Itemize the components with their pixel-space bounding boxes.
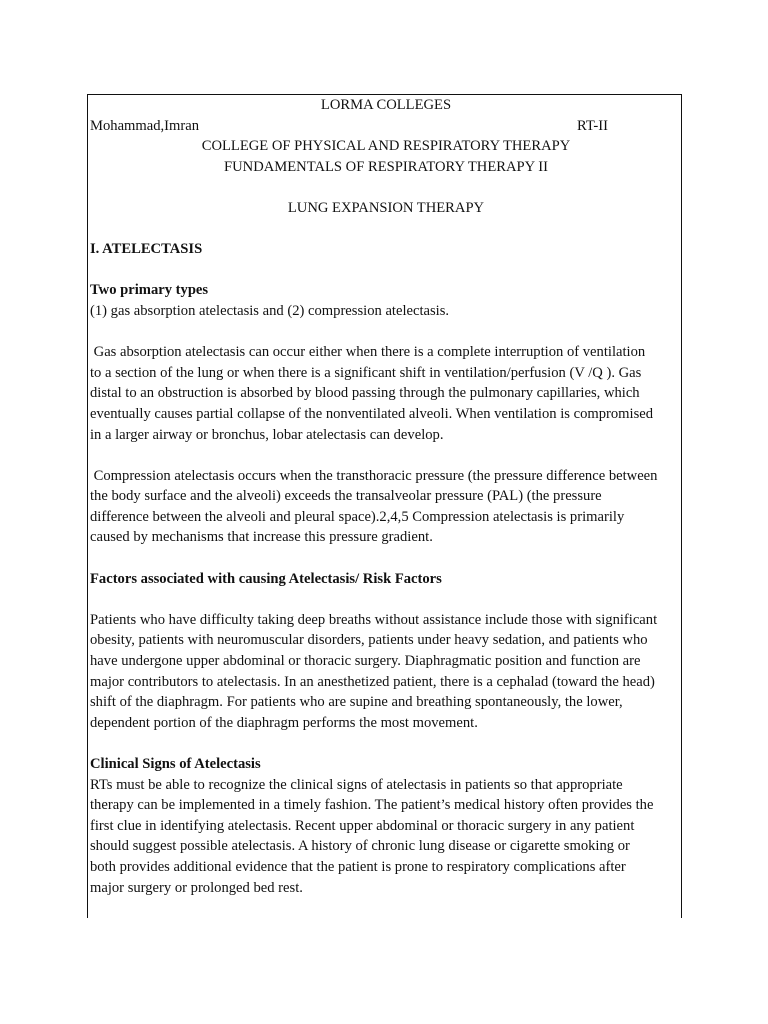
paragraph-line: dependent portion of the diaphragm performs the most movement.: [90, 714, 478, 731]
paragraph-line: both provides additional evidence that the patient is prone to respiratory complications after: [90, 858, 626, 875]
college-name: COLLEGE OF PHYSICAL AND RESPIRATORY THERAPY: [201, 138, 571, 155]
paragraph-line: obesity, patients with neuromuscular disorders, patients under heavy sedation, and patients who: [90, 632, 648, 649]
paragraph-line: RTs must be able to recognize the clinical signs of atelectasis in patients so that appropriate: [90, 776, 623, 793]
paragraph-line: Patients who have difficulty taking deep breaths without assistance include those with significant: [90, 611, 658, 628]
signs-heading: Clinical Signs of Atelectasis: [90, 756, 261, 772]
section-heading: I. ATELECTASIS: [90, 241, 203, 258]
paragraph-line: major contributors to atelectasis. In an anesthetized patient, there is a cephalad (toward the head): [90, 673, 655, 690]
gas-absorption-paragraph: [90, 342, 682, 445]
paragraph-line: Compression atelectasis occurs when the transthoracic pressure (the pressure difference between: [90, 467, 658, 484]
paragraph-line: should suggest possible atelectasis. A history of chronic lung disease or cigarette smoking or: [90, 838, 630, 855]
paragraph-line: in a larger airway or bronchus, lobar atelectasis can develop.: [90, 426, 444, 443]
year-level: RT-II: [576, 117, 608, 134]
topic-title: LUNG EXPANSION THERAPY: [287, 199, 485, 216]
factors-paragraph: [90, 610, 682, 734]
factors-heading: Factors associated with causing Atelectasis/ Risk Factors: [90, 570, 442, 587]
compression-paragraph: [90, 466, 682, 548]
paragraph-line: eventually causes partial collapse of the nonventilated alveoli. When ventilation is compromised: [90, 405, 654, 422]
course-title: FUNDAMENTALS OF RESPIRATORY THERAPY II: [224, 158, 548, 175]
border-left-rule: [87, 94, 88, 918]
document-body: [90, 95, 682, 898]
paragraph-line: have undergone upper abdominal or thoracic surgery. Diaphragmatic position and function are: [90, 653, 641, 670]
paragraph-line: distal to an obstruction is absorbed by blood passing through the pulmonary capillaries, which: [90, 385, 640, 402]
types-line: (1) gas absorption atelectasis and (2) compression atelectasis.: [90, 302, 450, 319]
paragraph-line: first clue in identifying atelectasis. Recent upper abdominal or thoracic surgery in any patient: [90, 817, 635, 834]
paragraph-line: major surgery or prolonged bed rest.: [90, 879, 303, 896]
paragraph-line: Gas absorption atelectasis can occur either when there is a complete interruption of ventilation: [90, 344, 646, 361]
signs-paragraph: [90, 775, 682, 899]
paragraph-line: therapy can be implemented in a timely fashion. The patient’s medical history often provides the: [90, 797, 654, 814]
paragraph-line: to a section of the lung or when there is a significant shift in ventilation/perfusion (V /Q ). Gas: [90, 364, 642, 381]
paragraph-line: caused by mechanisms that increase this pressure gradient.: [90, 529, 433, 546]
student-name: Mohammad,Imran: [90, 117, 200, 134]
paragraph-line: the body surface and the alveoli) exceeds the transalveolar pressure (PAL) (the pressure: [90, 488, 602, 505]
paragraph-line: difference between the alveoli and pleural space).2,4,5 Compression atelectasis is primarily: [90, 508, 625, 525]
types-heading: Two primary types: [90, 282, 209, 299]
school-name: LORMA COLLEGES: [320, 97, 452, 113]
student-info-row: [90, 116, 682, 137]
paragraph-line: shift of the diaphragm. For patients who are supine and breathing spontaneously, the lower,: [90, 694, 623, 711]
